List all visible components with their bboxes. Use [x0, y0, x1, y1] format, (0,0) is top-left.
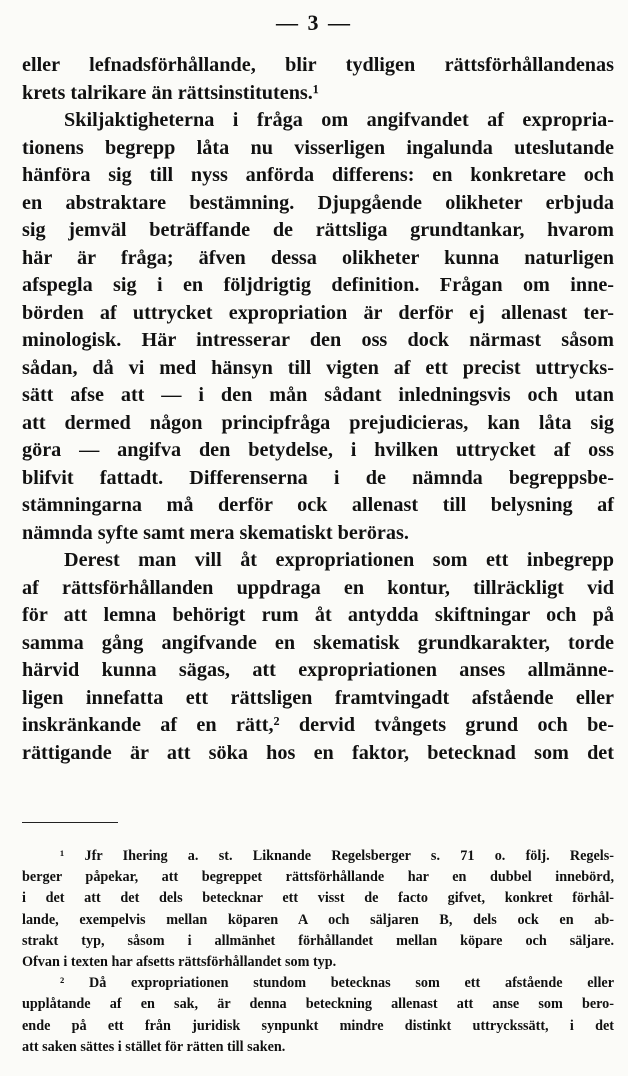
footnote-line: i det att det dels betecknar ett visst de facto gifvet, konkret förhål-	[22, 890, 614, 907]
text-line: samma gång angifvande en skematisk grundkarakter, torde	[22, 631, 614, 654]
text-line: blifvit fattadt. Differenserna i de nämnda begreppsbe-	[22, 466, 614, 489]
footnote-line: ¹ Jfr Ihering a. st. Liknande Regelsberger s. 71 o. följ. Regels-	[60, 848, 614, 864]
text-line: inskränkande af en rätt,² dervid tvångets grund och be-	[22, 714, 614, 736]
text-line: af rättsförhållanden uppdraga en kontur, tillräckligt vid	[22, 576, 614, 599]
footnote-line: upplåtande af en sak, är denna beteckning allenast att anse som bero-	[22, 996, 614, 1013]
footnote-2	[22, 973, 614, 1058]
text-line: sådan, då vi med hänsyn till vigten af ett precist uttrycks-	[22, 356, 614, 379]
text-line: sätt afse att — i den mån sådant inledningsvis och utan	[22, 384, 614, 406]
text-line: ligen innefatta ett rättsligen framtvingadt afstående eller	[22, 686, 614, 709]
text-line: börden af uttrycket expropriation är derför ej allenast ter-	[22, 301, 614, 324]
text-line: rättigande är att söka hos en faktor, betecknad som det	[22, 741, 614, 764]
text-line: sig jemväl beträffande de rättsliga grundtankar, hvarom	[22, 219, 614, 241]
paragraph-2	[22, 107, 614, 547]
text-line: eller lefnadsförhållande, blir tydligen rättsförhållandenas	[22, 54, 614, 76]
footnote-line: strakt typ, såsom i allmänhet förhållandet mellan köpare och säljare.	[22, 932, 614, 949]
text-line: minologisk. Här intresserar den oss dock närmast såsom	[22, 329, 614, 351]
paragraph-3	[22, 547, 614, 767]
text-line: att dermed någon principfråga prejudicieras, kan låta sig	[22, 411, 614, 434]
text-line: göra — angifva den betydelse, i hvilken uttrycket af oss	[22, 439, 614, 461]
text-line: Derest man vill åt expropriationen som ett inbegrepp	[64, 549, 614, 571]
text-line: en abstraktare bestämning. Djupgående olikheter erbjuda	[22, 191, 614, 214]
text-line: krets talrikare än rättsinstitutens.¹	[22, 81, 319, 104]
paragraph-1	[22, 52, 614, 107]
footnote-line: berger påpekar, att begreppet rättsförhållande har en dubbel innebörd,	[22, 869, 614, 886]
footnote-line: Ofvan i texten har afsetts rättsförhållandet som typ.	[22, 954, 337, 971]
body-text	[22, 52, 614, 767]
footnotes	[22, 846, 614, 1058]
text-line: Skiljaktigheterna i fråga om angifvandet af expropria-	[64, 109, 614, 131]
text-line: hänföra sig till nyss anförda differens: en konkretare och	[22, 164, 614, 186]
text-line: här är fråga; äfven dessa olikheter kunna naturligen	[22, 246, 614, 269]
footnote-1	[22, 846, 614, 973]
text-line: för att lemna behörigt rum åt antydda skiftningar och på	[22, 604, 614, 626]
text-line: härvid kunna sägas, att expropriationen anses allmänne-	[22, 659, 614, 681]
footnote-line: ende på ett från juridisk synpunkt mindre distinkt uttryckssätt, i det	[22, 1017, 614, 1034]
footnote-line: lande, exempelvis mellan köparen A och säljaren B, dels ock en ab-	[22, 911, 614, 928]
footnote-line: att saken sättes i stället för rätten till saken.	[22, 1038, 286, 1055]
text-line: tionens begrepp låta nu visserligen ingalunda uteslutande	[22, 136, 614, 159]
text-line: stämningarna må derför ock allenast till belysning af	[22, 494, 614, 516]
text-line: afspegla sig i en följdrigtig definition. Frågan om inne-	[22, 274, 614, 296]
footnote-line: ² Då expropriationen stundom betecknas som ett afstående eller	[60, 975, 614, 992]
page-number: — 3 —	[276, 10, 352, 35]
text-line: nämnda syfte samt mera skematiskt beröras.	[22, 521, 409, 544]
footnote-divider	[22, 822, 118, 823]
